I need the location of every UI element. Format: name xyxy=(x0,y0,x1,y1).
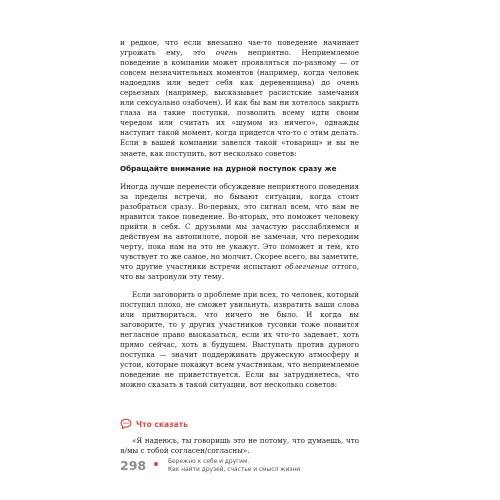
page-footer xyxy=(120,458,380,484)
emphasis: очень xyxy=(215,48,238,58)
paragraph-block-3 xyxy=(120,290,359,390)
what-to-say-title: Что сказать xyxy=(136,419,188,429)
page-number: 298 xyxy=(120,458,147,473)
paragraph-2: Иногда лучше перенести обсуждение неприятного поведения за пределы встречи, но бывают ситуации, когда стоит разобраться сразу. Во-первых, это сигнал всем, что вам не нравится такое поведение. Во-вторых, это поможет человеку прийти в себя. С друзьями мы зачастую расслабляемся и действуем на автопилоте, порой не замечая, что переходим черту, пока нам на это не укажут. Это поможет и тем, кто чувствует то же самое, но молчит. Скорее всего, вы заметите, что другие участники встречи испытают облегчение оттого, что вы затронули эту тему. xyxy=(120,182,359,282)
paragraph-block-2 xyxy=(120,182,359,282)
quote-text: «Я надеюсь, ты говоришь это не потому, что думаешь, что я/мы с тобой согласен/согласны». xyxy=(120,436,359,456)
footer-bullet-icon xyxy=(154,462,158,466)
intro-paragraph xyxy=(120,38,359,159)
book-title-line-2: Как найти друзей, счастье и смысл жизни xyxy=(168,467,301,473)
emphasis: облегчение xyxy=(284,262,329,272)
what-to-say-label xyxy=(120,418,188,430)
paragraph-3: Если заговорить о проблеме при всех, то человек, который поступил плохо, не сможет увильнуть, извратить ваши слова или притвориться, что ничего не было. И когда вы заговорите, то у других участников тусовки тоже появится негласное право высказаться, если их что-то задевает, хоть прямо сейчас, хоть в будущем. Выступать против дурного поступка — значит поддерживать дружескую атмосферу и устои, которые покажут всем участникам, что неприемлемое поведение не приветствуется. Если вы затрудняетесь, что можно сказать в такой ситуации, вот несколько советов: xyxy=(120,290,359,390)
quote-block xyxy=(120,436,359,456)
section-heading: Обращайте внимание на дурной поступок сразу же xyxy=(120,164,337,173)
book-title-line-1: Бережно к себе и другим. xyxy=(168,459,250,465)
paragraph-intro: и редкое, что если внезапно чье-то поведение начинает угрожать ему, это очень неприятно. Неприемлемое поведение в компании может проявляться по-разному — от совсем незначительных моментов (например, когда человек надоедлив или ведет себя как деревенщина) до очень серьезных (например, высказывает расистские замечания или сексуально озабочен). И как бы вам ни хотелось закрыть глаза на такие поступки, позволить всему идти своим чередом или считать их «шумом из ничего», однажды наступит такой момент, когда придется что-то с этим делать. Если в вашей компании завелся такой «товарищ» и вы не знаете, как поступить, вот несколько советов: xyxy=(120,38,359,158)
speech-bubble-icon xyxy=(120,418,132,430)
